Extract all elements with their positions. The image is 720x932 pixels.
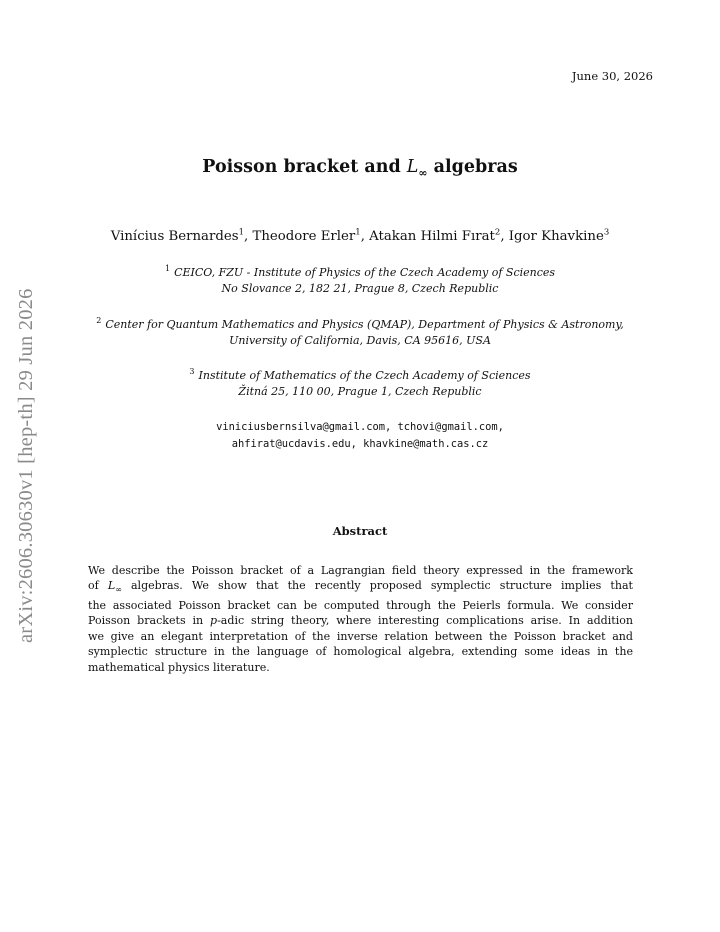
email-line[interactable]: viniciusbernsilva@gmail.com, tchovi@gmail.com,	[216, 421, 504, 433]
abstract-heading: Abstract	[332, 524, 388, 538]
abstract-text: -adic string theory, where interesting complications arise. In addition	[217, 614, 633, 628]
abstract-line: the associated Poisson bracket can be computed through the Peierls formula. We consider	[88, 599, 633, 613]
author-affil-mark: 1	[355, 227, 361, 238]
abstract-line	[88, 613, 633, 628]
abstract-text: algebras. We show that the recently proposed symplectic structure implies that	[121, 579, 633, 593]
abstract-line: symplectic structure in the language of homological algebra, extending some ideas in the	[88, 645, 633, 659]
author-name: Vinícius Bernardes	[110, 229, 239, 244]
author-affil-mark: 1	[238, 227, 244, 238]
abstract-text: Poisson brackets in	[88, 614, 210, 628]
abstract-line: mathematical physics literature.	[88, 660, 270, 674]
author-affil-mark: 3	[603, 227, 610, 238]
author-list: Vinícius Bernardes$^1$, Theodore Erler$^1$, Atakan Hilmi Fırat$^2$, Igor Khavkine$^3$	[110, 227, 610, 244]
paper-title	[0, 157, 720, 180]
email-line[interactable]: ahfirat@ucdavis.edu, khavkine@math.cas.cz	[231, 438, 489, 450]
abstract-math-l: L	[107, 579, 116, 593]
affiliation-line	[0, 265, 720, 281]
arxiv-identifier: arXiv:2606.30630v1 [hep-th] 29 Jun 2026	[15, 288, 37, 643]
author-name: Atakan Hilmi Fırat	[369, 229, 495, 244]
affiliation-line	[0, 317, 720, 333]
author-name: Theodore Erler	[252, 229, 356, 244]
title-suffix: algebras	[427, 157, 518, 177]
affiliation-number: 3	[189, 367, 195, 377]
abstract-body	[88, 563, 633, 675]
affiliation-3	[0, 368, 720, 400]
title-math-l: L	[406, 157, 419, 177]
affiliation-number: 2	[96, 316, 102, 326]
title-math-infinity: ∞	[418, 166, 428, 180]
affiliation-1	[0, 265, 720, 297]
affiliation-text: Institute of Mathematics of the Czech Academy of Sciences	[198, 369, 531, 382]
author-name: Igor Khavkine	[508, 229, 604, 244]
affiliation-line: Žitná 25, 110 00, Prague 1, Czech Republic	[238, 385, 482, 398]
author-affil-mark: 2	[494, 227, 501, 238]
affiliation-line: No Slovance 2, 182 21, Prague 8, Czech Republic	[221, 282, 499, 295]
abstract-line: We describe the Poisson bracket of a Lagrangian field theory expressed in the framework	[88, 564, 633, 577]
abstract-text: of	[88, 579, 108, 593]
affiliation-number: 1	[164, 264, 171, 274]
affiliation-text: CEICO, FZU - Institute of Physics of the Czech Academy of Sciences	[174, 266, 556, 279]
abstract-line	[88, 578, 633, 598]
abstract-line: we give an elegant interpretation of the inverse relation between the Poisson bracket and	[88, 629, 633, 643]
abstract-math-infinity: ∞	[115, 585, 122, 595]
abstract-math-p: p	[210, 614, 218, 628]
affiliation-text: Center for Quantum Mathematics and Physics (QMAP), Department of Physics & Astronomy,	[105, 318, 624, 331]
affiliation-2	[0, 317, 720, 349]
paper-date: June 30, 2026	[571, 69, 653, 83]
title-prefix: Poisson bracket and	[202, 157, 407, 177]
affiliation-line: University of California, Davis, CA 95616, USA	[229, 334, 491, 347]
email-list	[0, 419, 720, 453]
affiliation-line	[0, 368, 720, 384]
